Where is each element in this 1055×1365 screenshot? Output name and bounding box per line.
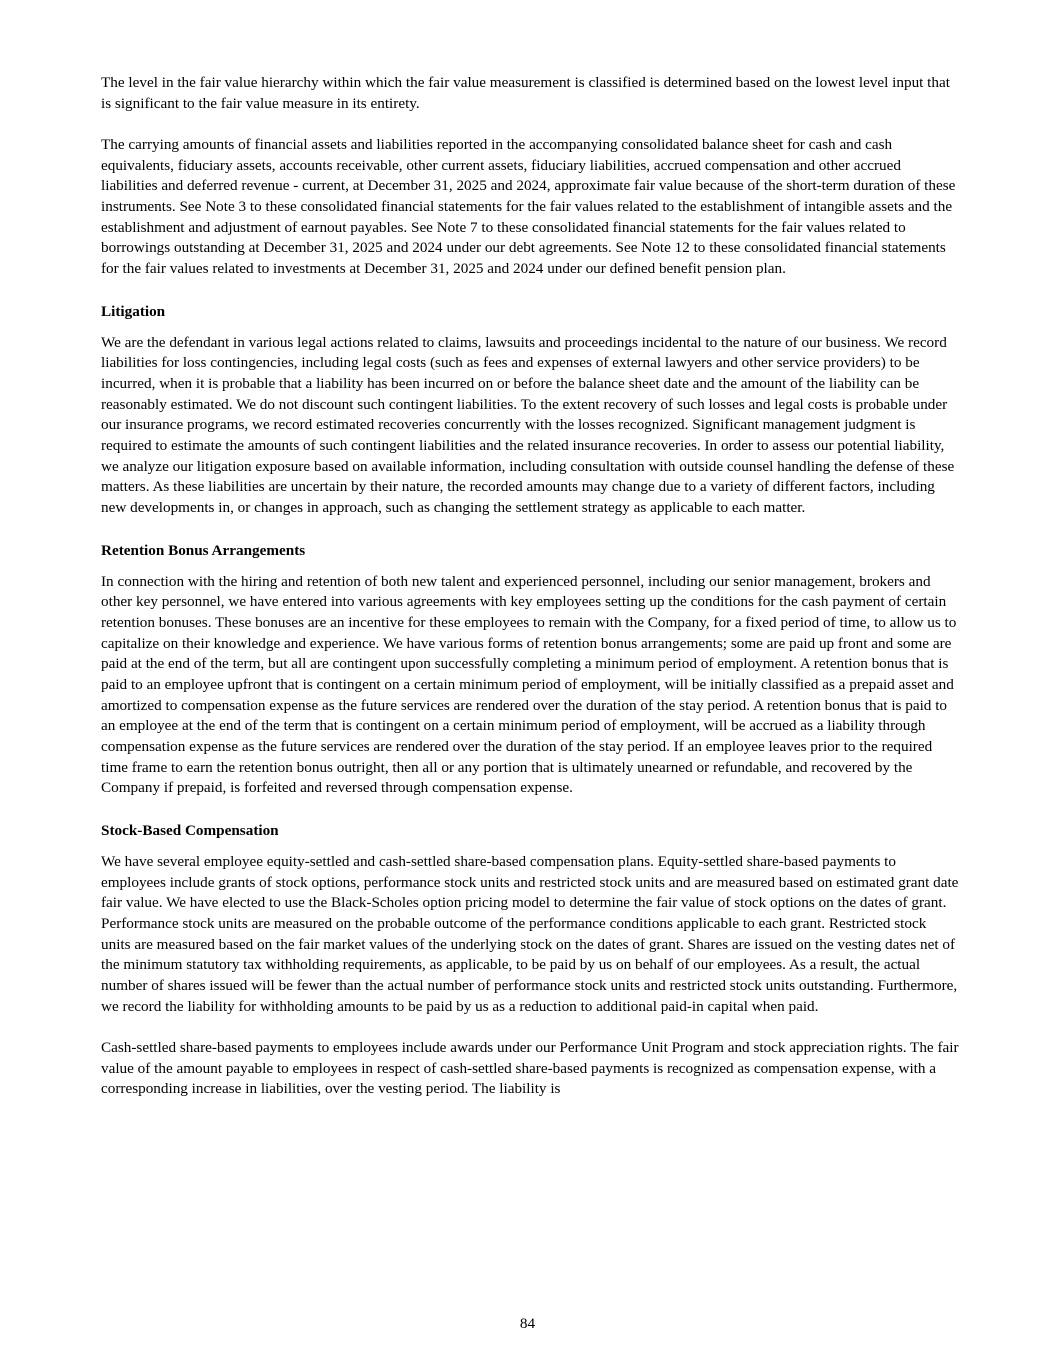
paragraph-equity-settled: We have several employee equity-settled and cash-settled share-based compensation plans. Equity-settled share-based payments to employees include grants of stock options, performance stock units and restricted stock units and are measured based on estimated grant date fair value. We have elected to use the Black-Scholes option pricing model to determine the fair value of stock options on the dates of grant. Performance stock units are measured on the probable outcome of the performance conditions applicable to each grant. Restricted stock units are measured based on the fair market values of the underlying stock on the dates of grant. Shares are issued on the vesting dates net of the minimum statutory tax withholding requirements, as applicable, to be paid by us on behalf of our employees. As a result, the actual number of shares issued will be fewer than the actual number of performance stock units and restricted stock units outstanding. Furthermore, we record the liability for withholding amounts to be paid by us as a reduction to additional paid-in capital when paid. — [101, 853, 959, 1015]
document-page — [101, 73, 959, 1100]
paragraph-fair-value-hierarchy: The level in the fair value hierarchy within which the fair value measurement is classified is determined based on the lowest level input that is significant to the fair value measure in its entirety. — [101, 74, 950, 112]
page-number: 84 — [519, 1315, 536, 1332]
paragraph-retention-bonus: In connection with the hiring and retention of both new talent and experienced personnel, including our senior management, brokers and other key personnel, we have entered into various agreements with key employees setting up the conditions for the cash payment of certain retention bonuses. These bonuses are an incentive for these employees to remain with the Company, for a fixed period of time, to allow us to capitalize on their knowledge and experience. We have various forms of retention bonus arrangements; some are paid up front and some are paid at the end of the term, but all are contingent upon successfully completing a minimum period of employment. A retention bonus that is paid to an employee upfront that is contingent on a certain minimum period of employment, will be initially classified as a prepaid asset and amortized to compensation expense as the future services are rendered over the duration of the stay period. A retention bonus that is paid to an employee at the end of the term that is contingent on a certain minimum period of employment, will be accrued as a liability through compensation expense as the future services are rendered over the duration of the stay period. If an employee leaves prior to the required time frame to earn the retention bonus outright, then all or any portion that is ultimately unearned or refundable, and recovered by the Company if prepaid, is forfeited and reversed through compensation expense. — [101, 572, 957, 797]
paragraph-carrying-amounts: The carrying amounts of financial assets and liabilities reported in the accompanying consolidated balance sheet for cash and cash equivalents, fiduciary assets, accounts receivable, other current assets, fiduciary liabilities, accrued compensation and other accrued liabilities and deferred revenue - current, at December 31, 2025 and 2024, approximate fair value because of the short-term duration of these instruments. See Note 3 to these consolidated financial statements for the fair values related to the establishment of intangible assets and the establishment and adjustment of earnout payables. See Note 7 to these consolidated financial statements for the fair values related to borrowings outstanding at December 31, 2025 and 2024 under our debt agreements. See Note 12 to these consolidated financial statements for the fair values related to investments at December 31, 2025 and 2024 under our defined benefit pension plan. — [101, 135, 956, 277]
paragraph-litigation: We are the defendant in various legal actions related to claims, lawsuits and proceedings incidental to the nature of our business. We record liabilities for loss contingencies, including legal costs (such as fees and expenses of external lawyers and other service providers) to be incurred, when it is probable that a liability has been incurred on or before the balance sheet date and the amount of the liability can be reasonably estimated. We do not discount such contingent liabilities. To the extent recovery of such losses and legal costs is probable under our insurance programs, we record estimated recoveries concurrently with the losses recognized. Significant management judgment is required to estimate the amounts of such contingent liabilities and the related insurance recoveries. In order to assess our potential liability, we analyze our litigation exposure based on available information, including consultation with outside counsel handling the defense of these matters. As these liabilities are uncertain by their nature, the recorded amounts may change due to a variety of different factors, including new developments in, or changes in approach, such as changing the settlement strategy as applicable to each matter. — [101, 333, 955, 516]
paragraph-cash-settled: Cash-settled share-based payments to employees include awards under our Performance Unit Program and stock appreciation rights. The fair value of the amount payable to employees in respect of cash-settled share-based payments is recognized as compensation expense, with a corresponding increase in liabilities, over the vesting period. The liability is — [101, 1038, 959, 1098]
heading-litigation: Litigation — [101, 303, 166, 320]
heading-stock-based-compensation: Stock-Based Compensation — [101, 822, 279, 840]
heading-retention-bonus: Retention Bonus Arrangements — [101, 542, 306, 560]
